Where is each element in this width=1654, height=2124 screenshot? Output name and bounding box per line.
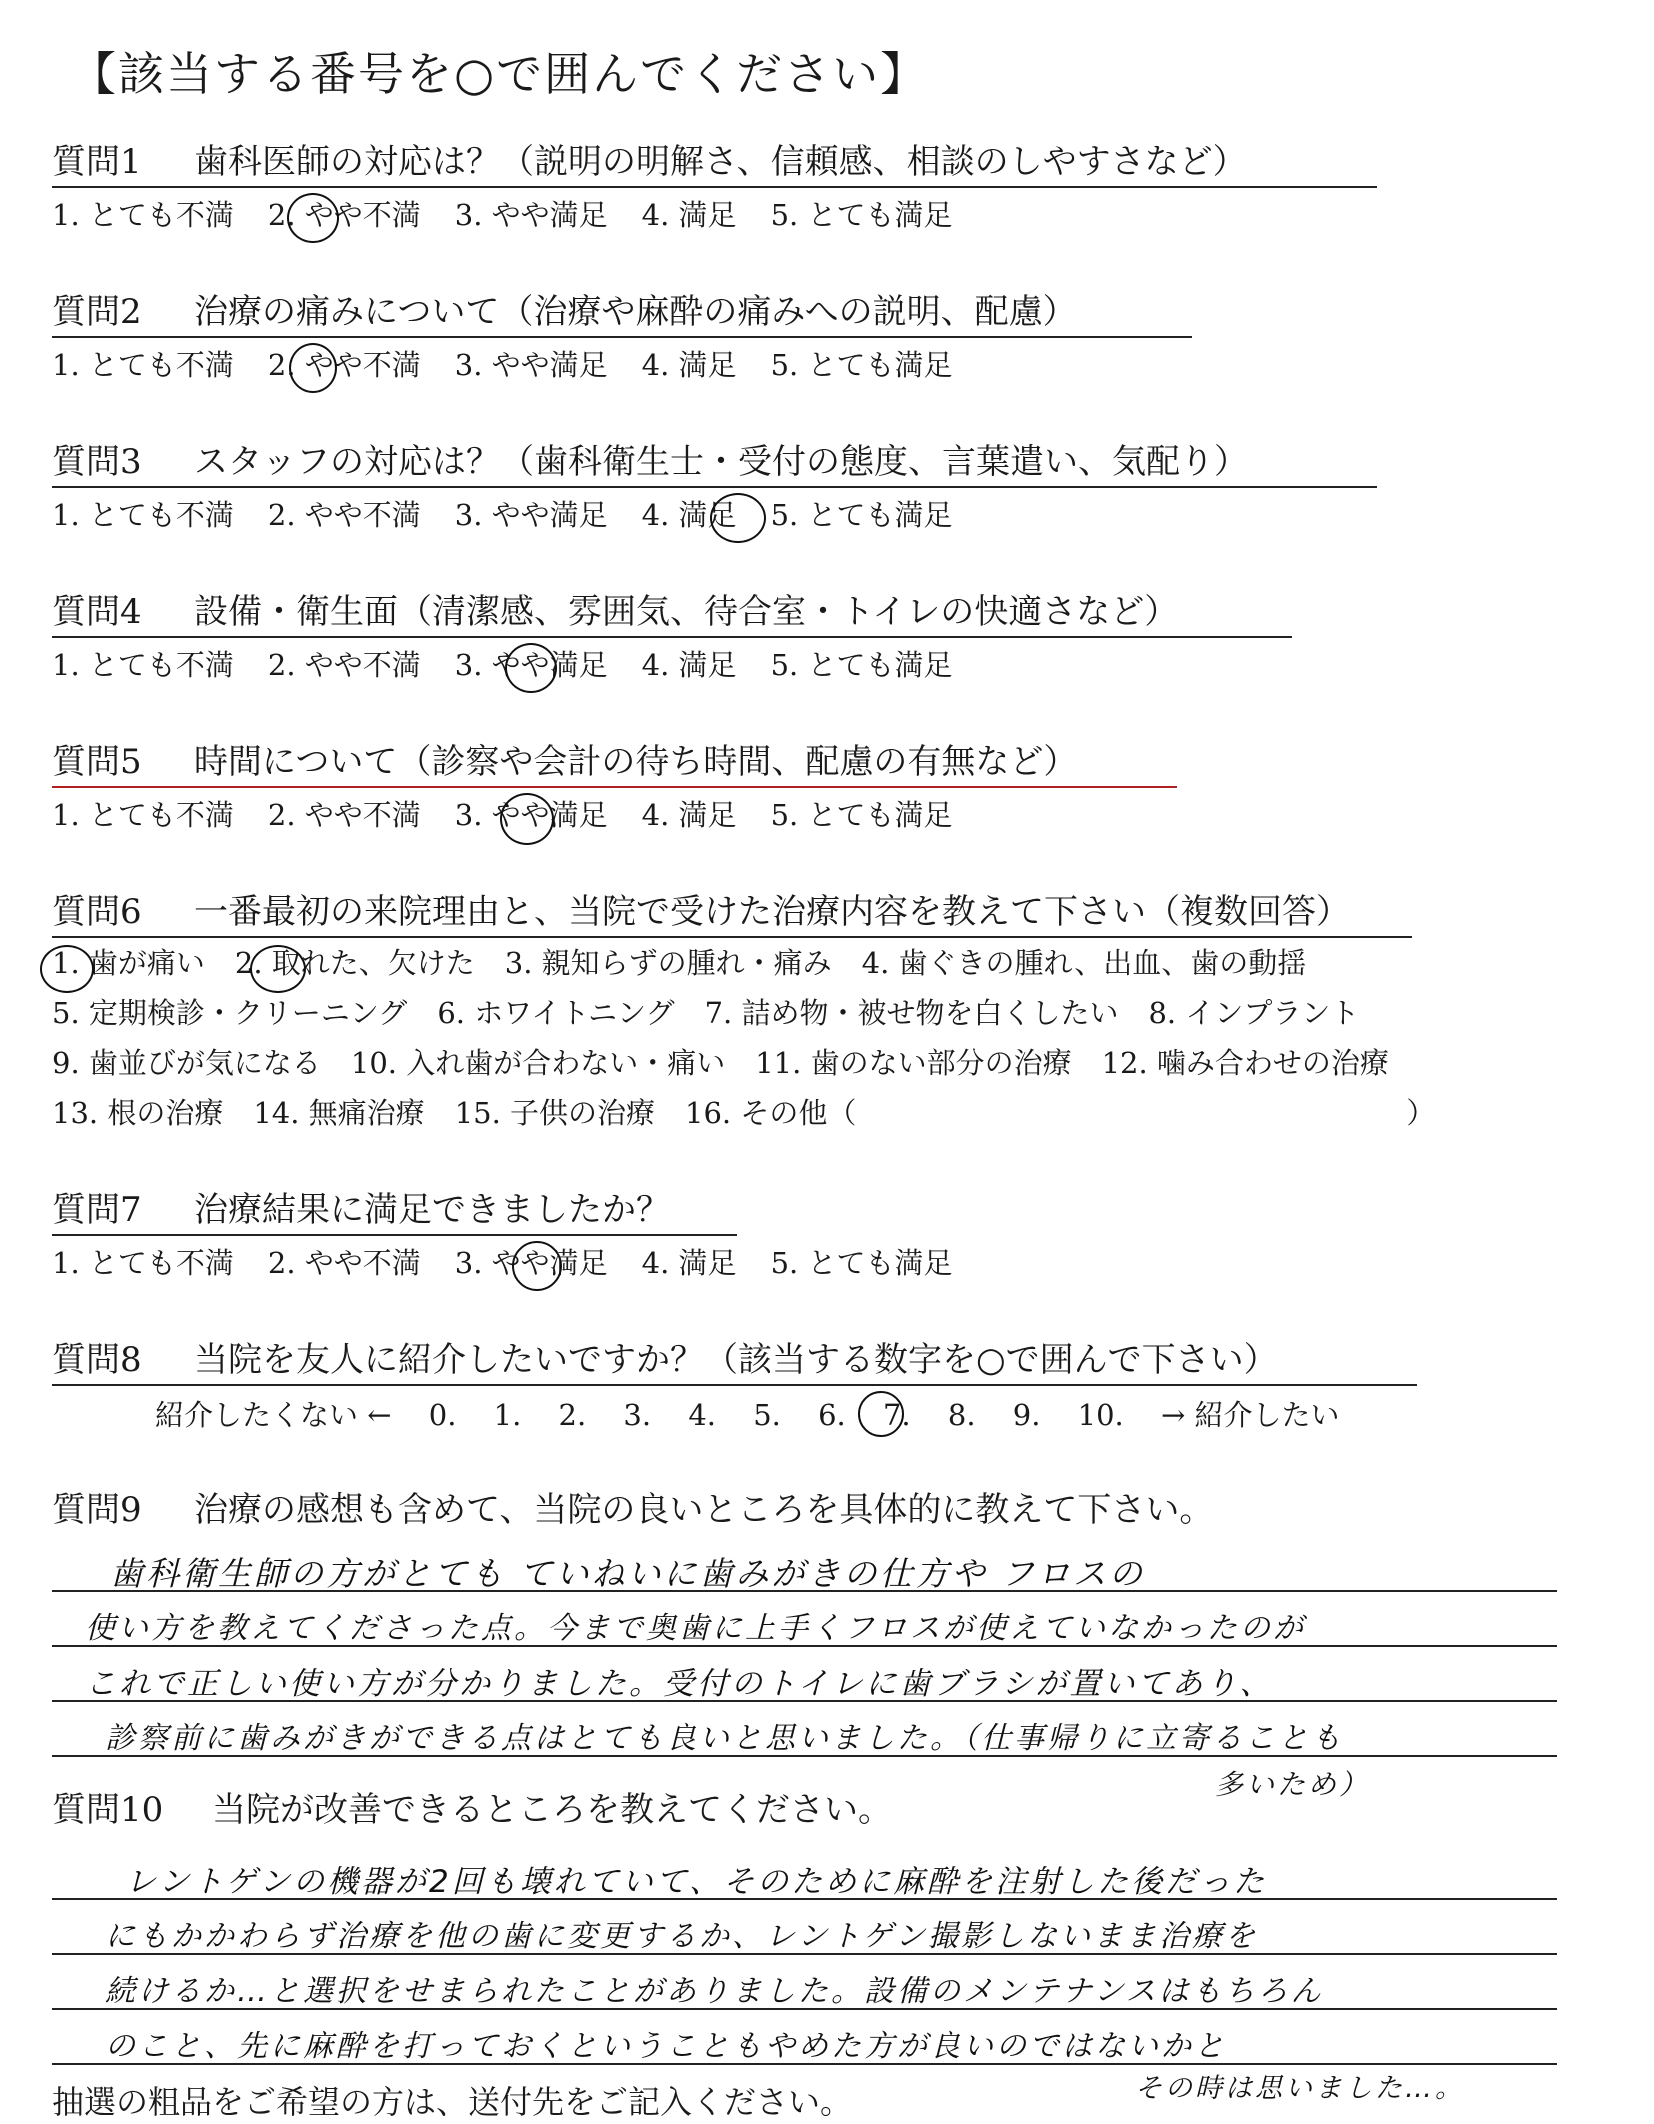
option-5[interactable]: 5. とても満足 [770,648,953,682]
question-10 [52,1788,892,1832]
option-2[interactable]: 2. やや不満 [267,348,421,382]
divider [52,786,1177,788]
scale-7[interactable]: 7. [882,1398,911,1432]
question-number: 質問5 [52,742,142,782]
option-15[interactable]: 15. 子供の治療 [454,1096,656,1130]
option-1[interactable]: 1. とても不満 [52,648,234,682]
question-text: 治療結果に満足できましたか？ [194,1190,670,1230]
question-text: 設備・衛生面（清潔感、雰囲気、待合室・トイレの快適さなど） [194,592,1179,632]
question-4 [52,590,1178,634]
option-7[interactable]: 7. 詰め物・被せ物を白くしたい [704,996,1119,1030]
option-3[interactable]: 3. 親知らずの腫れ・痛み [504,946,832,980]
selection-circle [40,945,94,993]
option-8[interactable]: 8. インプラント [1148,996,1360,1030]
divider [52,636,1292,638]
option-4[interactable]: 4. 満足 [641,1246,737,1280]
question-number: 質問3 [52,442,142,482]
option-2[interactable]: 2. やや不満 [267,198,421,232]
selection-circle [710,493,766,543]
selection-circle [250,945,306,993]
question-text: 治療の痛みについて（治療や麻酔の痛みへの説明、配慮） [194,292,1077,332]
scale-6[interactable]: 6. [818,1398,846,1432]
question-number: 質問10 [52,1790,164,1830]
options-row [52,988,1465,1038]
option-1[interactable]: 1. とても不満 [52,198,234,232]
option-1[interactable]: 1. とても不満 [52,498,234,532]
question-text: 歯科医師の対応は？（説明の明解さ、信頼感、相談のしやすさなど） [194,142,1247,182]
answer-options [52,495,986,535]
divider [52,336,1192,338]
selection-circle [289,343,337,393]
question-text: 当院が改善できるところを教えてください。 [212,1790,892,1830]
page-title: 【該当する番号を○で囲んでください】 [70,47,929,101]
question-9 [52,1488,1213,1532]
divider [52,1234,737,1236]
option-3[interactable]: 3. やや満足 [454,648,608,682]
option-10[interactable]: 10. 入れ歯が合わない・痛い [350,1046,726,1080]
scale-2[interactable]: 2. [558,1398,587,1432]
option-5[interactable]: 5. とても満足 [770,198,953,232]
option-1[interactable]: 1. とても不満 [52,348,234,382]
question-number: 質問9 [52,1490,142,1530]
selection-circle [500,793,554,845]
scale-1[interactable]: 1. [493,1398,522,1432]
options-row [52,1038,1465,1088]
option-4[interactable]: 4. 満足 [641,198,737,232]
question-3 [52,440,1248,484]
option-1[interactable]: 1. 歯が痛い [52,946,205,980]
option-3[interactable]: 3. やや満足 [454,1246,608,1280]
question-number: 質問7 [52,1190,142,1230]
option-2[interactable]: 2. やや不満 [267,1246,421,1280]
option-16[interactable]: 16. その他（ [685,1096,857,1130]
option-3[interactable]: 3. やや満足 [454,798,608,832]
option-3[interactable]: 3. やや満足 [454,498,608,532]
other-close-paren: ） [1406,1096,1436,1130]
question-text: 治療の感想も含めて、当院の良いところを具体的に教えて下さい。 [194,1490,1214,1530]
options-row [52,1088,1465,1138]
handwritten-answer-line: 使い方を教えてくださった点。今まで奥歯に上手くフロスが使えていなかったのが [85,1611,1306,1646]
handwritten-answer-line: のこと、先に麻酔を打っておくということもやめた方が良いのではないかと [105,2029,1227,2064]
selection-circle [858,1391,904,1437]
option-11[interactable]: 11. 歯のない部分の治療 [755,1046,1072,1080]
selection-circle [287,193,339,243]
option-13[interactable]: 13. 根の治療 [52,1096,224,1130]
question-text: 一番最初の来院理由と、当院で受けた治療内容を教えて下さい（複数回答） [194,892,1350,932]
scale-4[interactable]: 4. [688,1398,716,1432]
option-9[interactable]: 9. 歯並びが気になる [52,1046,321,1080]
handwritten-answer-line: その時は思いました…。 [1135,2073,1465,2104]
option-4[interactable]: 4. 満足 [641,648,737,682]
question-text: スタッフの対応は？（歯科衛生士・受付の態度、言葉遣い、気配り） [194,442,1248,482]
option-1[interactable]: 1. とても不満 [52,1246,234,1280]
option-12[interactable]: 12. 噛み合わせの治療 [1101,1046,1389,1080]
divider [52,186,1377,188]
scale-8[interactable]: 8. [947,1398,976,1432]
scale-0[interactable]: 0. [428,1398,457,1432]
option-3[interactable]: 3. やや満足 [454,348,608,382]
footer-note: 抽選の粗品をご希望の方は、送付先をご記入ください。 [52,2083,853,2121]
handwritten-answer-line: これで正しい使い方が分かりました。受付のトイレに歯ブラシが置いてあり、 [85,1666,1274,1702]
question-5 [52,740,1077,784]
recommend-scale [155,1393,1368,1434]
option-4[interactable]: 4. 満足 [641,348,737,382]
question-text: 時間について（診察や会計の待ち時間、配慮の有無など） [194,742,1078,782]
question-number: 質問6 [52,892,142,932]
answer-options [52,195,986,235]
handwritten-answer-line: にもかかわらず治療を他の歯に変更するか、レントゲン撮影しないまま治療を [105,1919,1259,1954]
question-number: 質問4 [52,592,142,632]
option-5[interactable]: 5. とても満足 [770,1246,953,1280]
handwritten-answer-line: 診察前に歯みがきができる点はとても良いと思いました。（仕事帰りに立寄ることも [105,1721,1344,1756]
question-text: 当院を友人に紹介したいですか？（該当する数字を○で囲んで下さい） [194,1340,1278,1380]
question-number: 質問2 [52,292,142,332]
question-1 [52,140,1247,184]
selection-circle [512,1241,562,1291]
question-6 [52,890,1350,934]
scale-9[interactable]: 9. [1012,1398,1041,1432]
scale-3[interactable]: 3. [623,1398,652,1432]
option-3[interactable]: 3. やや満足 [454,198,608,232]
question-number: 質問8 [52,1340,142,1380]
handwritten-answer-line: 続けるか…と選択をせまられたことがありました。設備のメンテナンスはもちろん [105,1974,1324,2009]
question-8 [52,1338,1278,1382]
option-4[interactable]: 4. 満足 [641,498,737,532]
selection-circle [505,643,557,693]
scale-left-label: 紹介したくない ← [155,1398,392,1432]
handwritten-answer-line: 歯科衛生師の方がとても ていねいに歯みがきの仕方や フロスの [110,1554,1145,1593]
handwritten-answer-line: レントゲンの機器が2回も壊れていて、そのために麻酔を注射した後だった [125,1864,1268,1900]
option-5[interactable]: 5. 定期検診・クリーニング [52,996,408,1030]
option-2[interactable]: 2. 取れた、欠けた [234,946,475,980]
scale-right-label: → 紹介したい [1161,1398,1340,1432]
option-5[interactable]: 5. とても満足 [770,498,953,532]
question-7 [52,1188,670,1232]
option-2[interactable]: 2. やや不満 [267,798,421,832]
scale-5[interactable]: 5. [753,1398,781,1432]
option-4[interactable]: 4. 歯ぐきの腫れ、出血、歯の動揺 [861,946,1307,980]
option-2[interactable]: 2. やや不満 [267,648,421,682]
option-2[interactable]: 2. やや不満 [267,498,421,532]
handwritten-answer-line: 多いため） [1215,1768,1371,1801]
divider [52,486,1377,488]
option-1[interactable]: 1. とても不満 [52,798,234,832]
option-5[interactable]: 5. とても満足 [770,798,953,832]
question-number: 質問1 [52,142,142,182]
scale-10[interactable]: 10. [1077,1398,1124,1432]
option-14[interactable]: 14. 無痛治療 [253,1096,425,1130]
option-4[interactable]: 4. 満足 [641,798,737,832]
answer-options [52,345,986,385]
option-5[interactable]: 5. とても満足 [770,348,953,382]
divider [52,1384,1417,1386]
option-6[interactable]: 6. ホワイトニング [437,996,675,1030]
question-2 [52,290,1077,334]
